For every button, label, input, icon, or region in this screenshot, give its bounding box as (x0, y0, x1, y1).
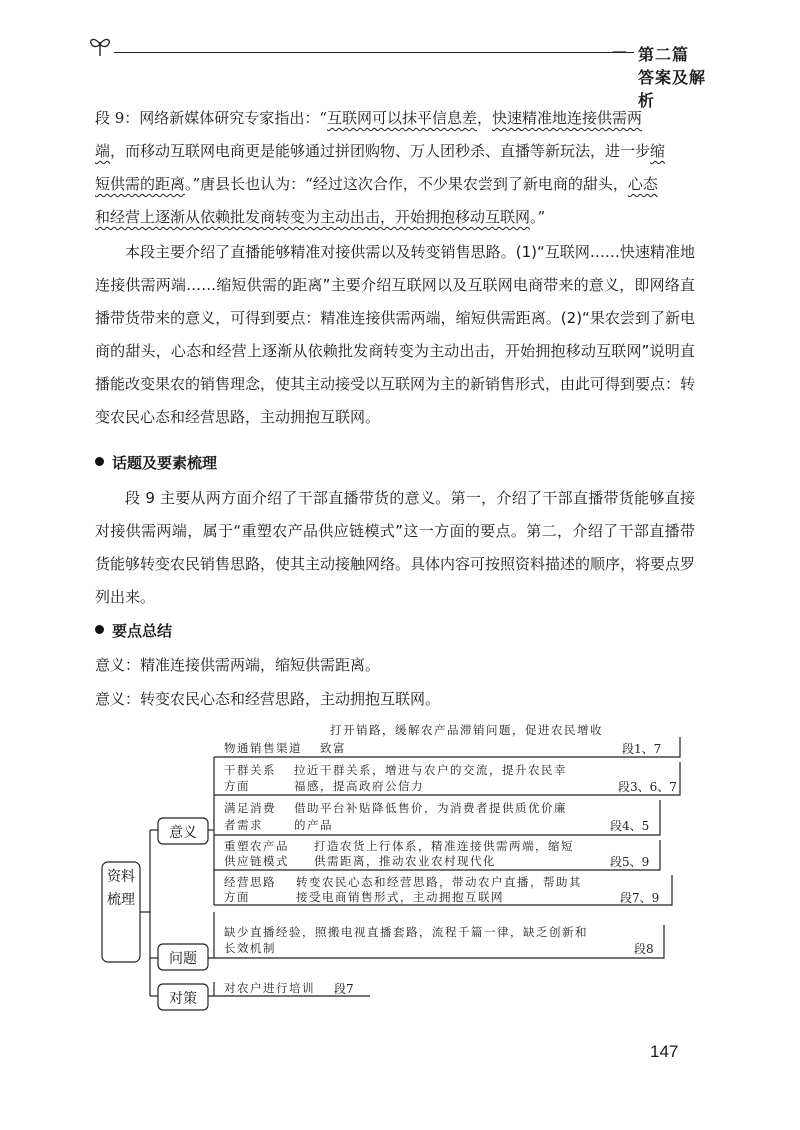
meaning-item-5-label-1: 经营思路 (224, 875, 276, 889)
summary-heading: 要点总结 (95, 620, 172, 641)
problem-desc-2: 长效机制 (224, 941, 276, 955)
meaning-item-5-desc-1: 转变农民心态和经营思路，带动农户直播，帮助其 (296, 875, 582, 889)
header-title: 第二篇 答案及解析 (638, 45, 707, 110)
topic-paragraph: 段 9 主要从两方面介绍了干部直播带货的意义。第一，介绍了干部直播带货能够直接对接供需两端，属于“重塑农产品供应链模式”这一方面的要点。第二，介绍了干部直播带货能够转变农民销售思路，使其主动接触网络。具体内容可按照资料描述的顺序，将要点罗列出来。 (95, 489, 696, 606)
meaning-item-2-label-2: 方面 (224, 779, 250, 793)
root-label: 资料梳理 (107, 869, 135, 908)
solution-desc: 对农户进行培训 (224, 981, 315, 995)
meaning-item-1-label: 物通销售渠道 (224, 741, 302, 755)
meaning-item-5-desc-2: 接受电商销售形式，主动拥抱互联网 (296, 890, 504, 904)
meaning-item-3-ref: 段4、5 (610, 819, 650, 833)
summary-line-1: 意义：精准连接供需两端，缩短供需距离。 (95, 656, 381, 674)
meaning-item-4-desc-1: 打造农货上行体系，精准连接供需两端，缩短 (314, 839, 574, 853)
quote-line-3: 短供需的距离。”唐县长也认为：“经过这次合作，不少果农尝到了新电商的甜头，心态 (95, 175, 658, 193)
meaning-item-1-desc-2: 致富 (320, 741, 346, 755)
meaning-item-4-label-1: 重塑农产品 (224, 839, 289, 853)
summary-line-2: 意义：转变农民心态和经营思路，主动拥抱互联网。 (95, 690, 441, 708)
meaning-item-1-ref: 段1、7 (622, 742, 662, 756)
meaning-item-3-desc-2: 的产品 (294, 818, 333, 832)
sprout-icon (86, 32, 114, 58)
meaning-item-4-desc-2: 供需距离，推动农业农村现代化 (314, 854, 496, 868)
solution-ref: 段7 (334, 982, 354, 996)
quote-line-2: 端，而移动互联网电商更是能够通过拼团购物、万人团秒杀、直播等新玩法，进一步缩 (95, 142, 666, 160)
bullet-icon (95, 457, 104, 466)
meaning-item-5-label-2: 方面 (224, 890, 250, 904)
header-rule (114, 52, 634, 53)
branch-meaning-label: 意义 (169, 825, 197, 841)
meaning-item-3-label-2: 者需求 (224, 818, 263, 832)
meaning-item-2-desc-2: 福感，提高政府公信力 (294, 779, 424, 793)
quote-line-1: 段 9：网络新媒体研究专家指出：“互联网可以抹平信息差，快速精准地连接供需两 (95, 109, 643, 127)
page-number: 147 (650, 1042, 679, 1061)
meaning-item-2-desc-1: 拉近干群关系，增进与农户的交流，提升农民幸 (294, 763, 567, 777)
topic-heading: 话题及要素梳理 (95, 452, 217, 473)
meaning-item-3-label-1: 满足消费 (224, 801, 276, 815)
meaning-item-2-label-1: 干群关系 (224, 763, 276, 777)
branch-problem-label: 问题 (169, 951, 197, 967)
problem-desc-1: 缺少直播经验，照搬电视直播套路，流程千篇一律，缺乏创新和 (224, 925, 588, 939)
quote-line-4: 和经营上逐渐从依赖批发商转变为主动出击，开始拥抱移动互联网。” (95, 208, 546, 226)
bullet-icon (95, 625, 104, 634)
branch-solution-label: 对策 (169, 991, 197, 1007)
problem-ref: 段8 (634, 942, 654, 956)
page-header (86, 32, 707, 110)
meaning-item-4-label-2: 供应链模式 (224, 854, 289, 868)
meaning-item-5-ref: 段7、9 (620, 891, 660, 905)
meaning-item-4-ref: 段5、9 (610, 855, 650, 869)
header-dash: — (612, 42, 627, 60)
meaning-item-3-desc-1: 借助平台补贴降低售价，为消费者提供质优价廉 (294, 801, 567, 815)
analysis-paragraph: 本段主要介绍了直播能够精准对接供需以及转变销售思路。(1)“互联网……快速精准地连接供需两端……缩短供需的距离”主要介绍互联网以及互联网电商带来的意义，即网络直播带货带来的意义，可得到要点：精准连接供需两端，缩短供需距离。(2)“果农尝到了新电商的甜头，心态和经营上逐渐从依赖批发商转变为主动出击，开始拥抱移动互联网”说明直播能改变果农的销售理念，使其主动接受以互联网为主的新销售形式，由此可得到要点：转变农民心态和经营思路，主动拥抱互联网。 (95, 243, 696, 426)
meaning-item-1-desc-1: 打开销路，缓解农产品滞销问题，促进农民增收 (330, 723, 603, 737)
meaning-item-2-ref: 段3、6、7 (618, 780, 677, 794)
